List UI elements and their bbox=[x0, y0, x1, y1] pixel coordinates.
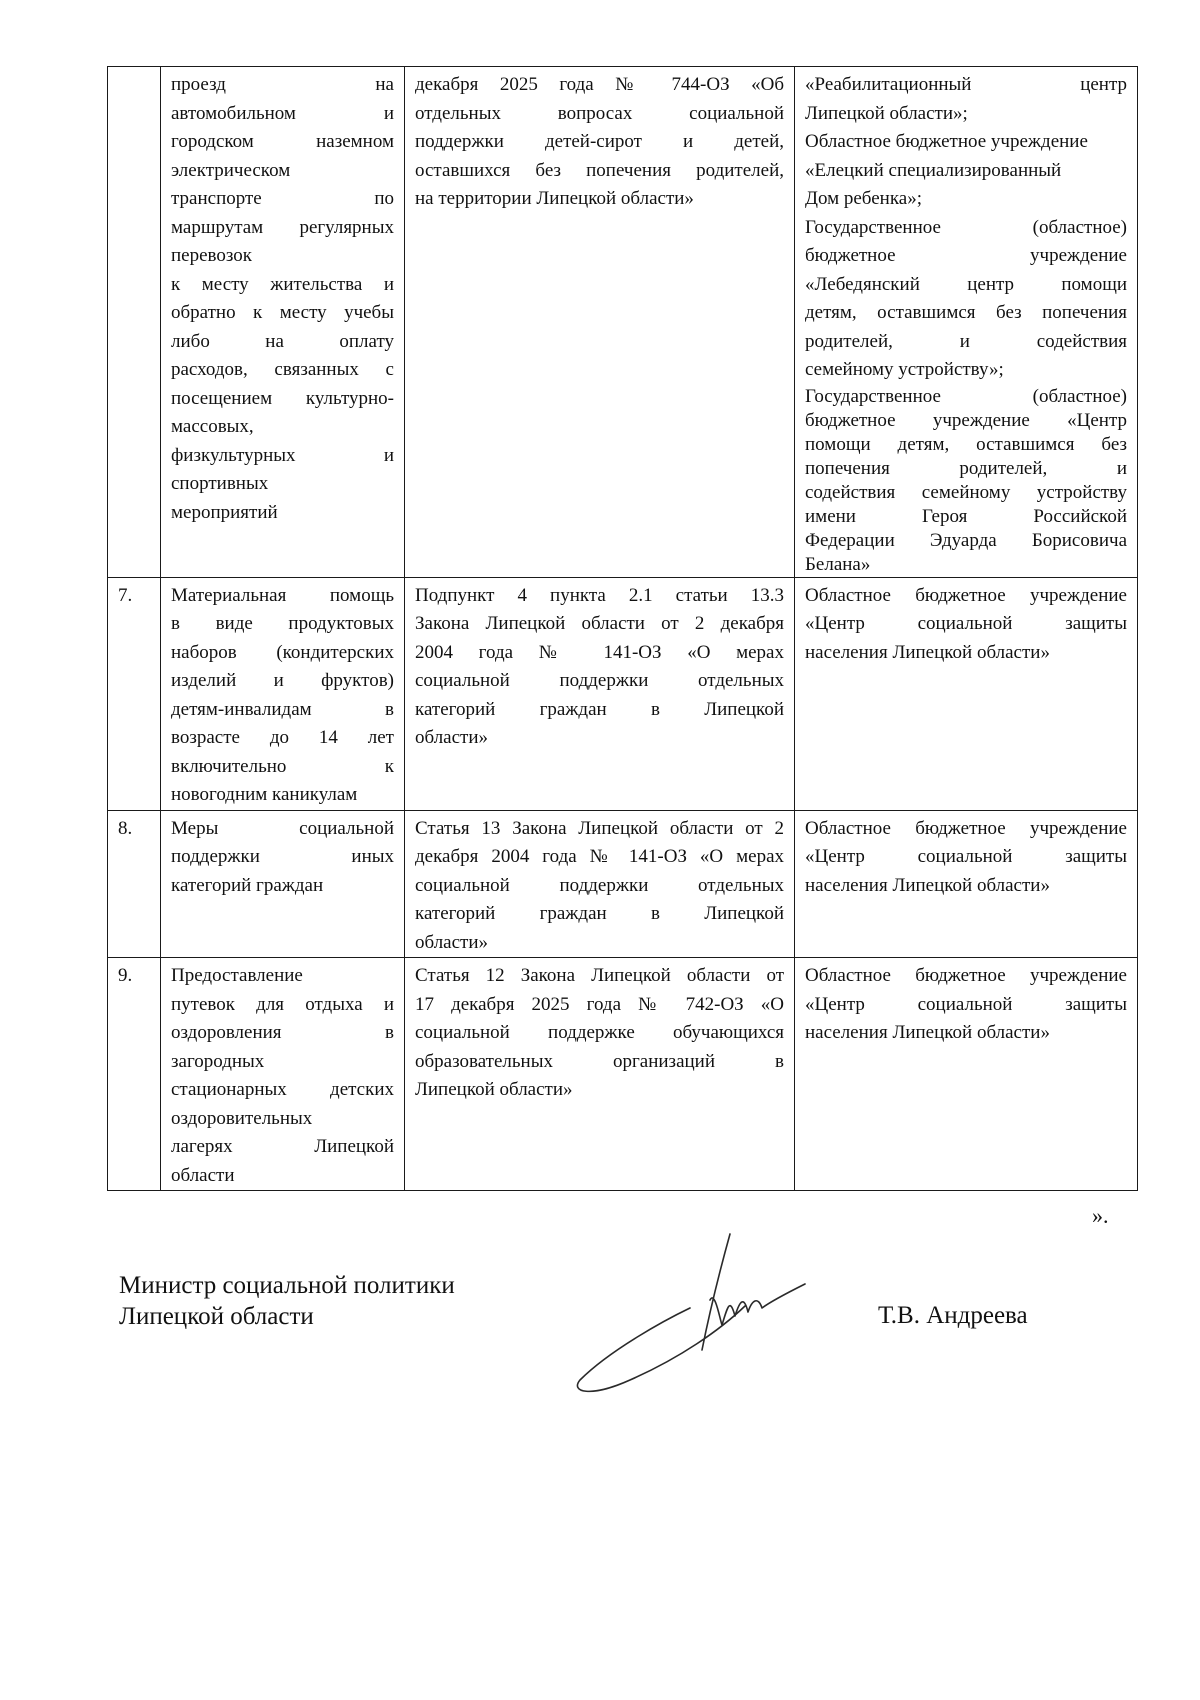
cell-text-line: Закона Липецкой области от 2 декабря bbox=[415, 613, 784, 634]
row-number-cell bbox=[108, 67, 161, 578]
cell-text-line: в виде продуктовых bbox=[171, 613, 394, 634]
legal-basis-cell bbox=[405, 577, 795, 810]
cell-text-line: социальной поддержки отдельных bbox=[415, 670, 784, 691]
cell-text-line: лагерях Липецкой bbox=[171, 1136, 394, 1157]
cell-text-line: посещением культурно- bbox=[171, 387, 394, 409]
cell-text-line: «Елецкий специализированный bbox=[805, 159, 1062, 181]
cell-text-line: к месту жительства и bbox=[171, 273, 394, 295]
measure-cell bbox=[161, 67, 405, 578]
cell-text-line: Областное бюджетное учреждение bbox=[805, 584, 1127, 606]
cell-text-line: транспорте по bbox=[171, 188, 394, 209]
cell-text-line: спортивных bbox=[171, 473, 269, 494]
legal-basis-cell bbox=[405, 810, 795, 958]
row-number: 8. bbox=[118, 817, 133, 839]
cell-text-line: Государственное (областное) bbox=[805, 216, 1127, 238]
cell-text-line: декабря 2025 года № 744-ОЗ «Об bbox=[415, 74, 784, 95]
cell-text-line: бюджетное учреждение «Центр bbox=[805, 409, 1127, 431]
cell-text-line: семейному устройству»; bbox=[805, 359, 1004, 380]
cell-text-line: категорий граждан в Липецкой bbox=[415, 698, 784, 720]
cell-text-line: автомобильном и bbox=[171, 102, 394, 124]
table-row bbox=[108, 810, 1138, 958]
table-row bbox=[108, 958, 1138, 1191]
cell-text-line: области» bbox=[415, 727, 489, 748]
cell-text-line: оздоровительных bbox=[171, 1107, 313, 1129]
cell-text-line: области» bbox=[415, 931, 489, 953]
cell-text-line: отдельных вопросах социальной bbox=[415, 102, 784, 124]
cell-text-line: на территории Липецкой области» bbox=[415, 188, 694, 209]
cell-text-line: населения Липецкой области» bbox=[805, 874, 1050, 896]
institution-cell bbox=[795, 67, 1138, 578]
cell-text-line: «Реабилитационный центр bbox=[805, 74, 1127, 95]
cell-text-line: новогодним каникулам bbox=[171, 784, 358, 805]
measure-cell bbox=[161, 958, 405, 1191]
cell-text-line: «Центр социальной защиты bbox=[805, 613, 1127, 634]
cell-text-line: загородных bbox=[171, 1050, 265, 1072]
cell-text-line: Областное бюджетное учреждение bbox=[805, 965, 1127, 986]
cell-text-line: населения Липецкой области» bbox=[805, 641, 1050, 663]
cell-text-line: образовательных организаций в bbox=[415, 1050, 784, 1072]
table-row bbox=[108, 577, 1138, 810]
cell-text-line: социальной поддержки отдельных bbox=[415, 874, 784, 896]
cell-text-line: массовых, bbox=[171, 416, 254, 437]
institution-cell bbox=[795, 810, 1138, 958]
cell-text-line: оставшихся без попечения родителей, bbox=[415, 159, 784, 181]
row-number-cell bbox=[108, 577, 161, 810]
cell-text-line: Областное бюджетное учреждение bbox=[805, 817, 1127, 839]
cell-text-line: области bbox=[171, 1164, 235, 1186]
cell-text-line: Подпункт 4 пункта 2.1 статьи 13.3 bbox=[415, 584, 784, 606]
cell-text-line: Статья 13 Закона Липецкой области от 2 bbox=[415, 817, 784, 839]
signatory-title-line1: Министр социальной политики bbox=[119, 1272, 455, 1299]
legal-basis-cell bbox=[405, 67, 795, 578]
cell-text-line: Федерации Эдуарда Борисовича bbox=[805, 529, 1127, 551]
cell-text-line: имени Героя Российской bbox=[805, 505, 1127, 527]
cell-text-line: «Центр социальной защиты bbox=[805, 993, 1127, 1015]
cell-text-line: Белана» bbox=[805, 553, 871, 575]
cell-text-line: проезд на bbox=[171, 74, 394, 95]
handwritten-signature bbox=[570, 1230, 870, 1400]
signatory-name: Т.В. Андреева bbox=[878, 1302, 1028, 1329]
row-number: 9. bbox=[118, 965, 133, 986]
cell-text-line: поддержки иных bbox=[171, 846, 394, 867]
cell-text-line: путевок для отдыха и bbox=[171, 993, 394, 1015]
cell-text-line: помощи детям, оставшимся без bbox=[805, 433, 1127, 455]
row-number: 7. bbox=[118, 584, 133, 606]
cell-text-line: расходов, связанных с bbox=[171, 359, 394, 380]
cell-text-line: обратно к месту учебы bbox=[171, 302, 394, 323]
cell-text-line: содействия семейному устройству bbox=[805, 481, 1127, 503]
table-row bbox=[108, 67, 1138, 578]
signatory-title bbox=[119, 1270, 455, 1332]
cell-text-line: наборов (кондитерских bbox=[171, 641, 394, 663]
measures-table bbox=[107, 66, 1138, 1191]
closing-quote: ». bbox=[1092, 1203, 1109, 1228]
cell-text-line: Дом ребенка»; bbox=[805, 188, 922, 209]
measure-cell bbox=[161, 577, 405, 810]
cell-text-line: категорий граждан bbox=[171, 874, 324, 896]
cell-text-line: оздоровления в bbox=[171, 1022, 394, 1043]
institution-cell bbox=[795, 577, 1138, 810]
row-number-cell bbox=[108, 810, 161, 958]
cell-text-line: городском наземном bbox=[171, 131, 394, 152]
cell-text-line: декабря 2004 года № 141-ОЗ «О мерах bbox=[415, 846, 784, 867]
legal-basis-cell bbox=[405, 958, 795, 1191]
cell-text-line: электрическом bbox=[171, 159, 291, 181]
institution-cell bbox=[795, 958, 1138, 1191]
cell-text-line: Областное бюджетное учреждение bbox=[805, 131, 1088, 152]
cell-text-line: детям-инвалидам в bbox=[171, 698, 394, 720]
cell-text-line: включительно к bbox=[171, 755, 394, 777]
signatory-title-line2: Липецкой области bbox=[119, 1303, 314, 1330]
cell-text-line: 2004 года № 141-ОЗ «О мерах bbox=[415, 641, 784, 663]
cell-text-line: «Лебедянский центр помощи bbox=[805, 273, 1127, 295]
cell-text-line: возрасте до 14 лет bbox=[171, 727, 394, 748]
cell-text-line: маршрутам регулярных bbox=[171, 216, 394, 238]
cell-text-line: населения Липецкой области» bbox=[805, 1022, 1050, 1043]
cell-text-line: бюджетное учреждение bbox=[805, 245, 1127, 266]
cell-text-line: изделий и фруктов) bbox=[171, 670, 394, 691]
cell-text-line: «Центр социальной защиты bbox=[805, 846, 1127, 867]
cell-text-line: попечения родителей, и bbox=[805, 457, 1127, 479]
cell-text-line: мероприятий bbox=[171, 501, 278, 523]
cell-text-line: Меры социальной bbox=[171, 817, 394, 839]
cell-text-line: физкультурных и bbox=[171, 444, 394, 466]
cell-text-line: стационарных детских bbox=[171, 1079, 394, 1100]
measure-cell bbox=[161, 810, 405, 958]
cell-text-line: Предоставление bbox=[171, 965, 303, 986]
cell-text-line: категорий граждан в Липецкой bbox=[415, 903, 784, 924]
cell-text-line: поддержки детей-сирот и детей, bbox=[415, 131, 784, 152]
cell-text-line: Государственное (областное) bbox=[805, 385, 1127, 407]
cell-text-line: Липецкой области»; bbox=[805, 102, 968, 124]
cell-text-line: либо на оплату bbox=[171, 330, 394, 352]
cell-text-line: детям, оставшимся без попечения bbox=[805, 302, 1127, 323]
cell-text-line: перевозок bbox=[171, 245, 253, 266]
cell-text-line: родителей, и содействия bbox=[805, 330, 1127, 352]
row-number-cell bbox=[108, 958, 161, 1191]
cell-text-line: Материальная помощь bbox=[171, 584, 394, 606]
cell-text-line: 17 декабря 2025 года № 742-ОЗ «О bbox=[415, 993, 784, 1015]
cell-text-line: социальной поддержке обучающихся bbox=[415, 1022, 784, 1043]
cell-text-line: Липецкой области» bbox=[415, 1079, 573, 1100]
cell-text-line: Статья 12 Закона Липецкой области от bbox=[415, 965, 784, 986]
